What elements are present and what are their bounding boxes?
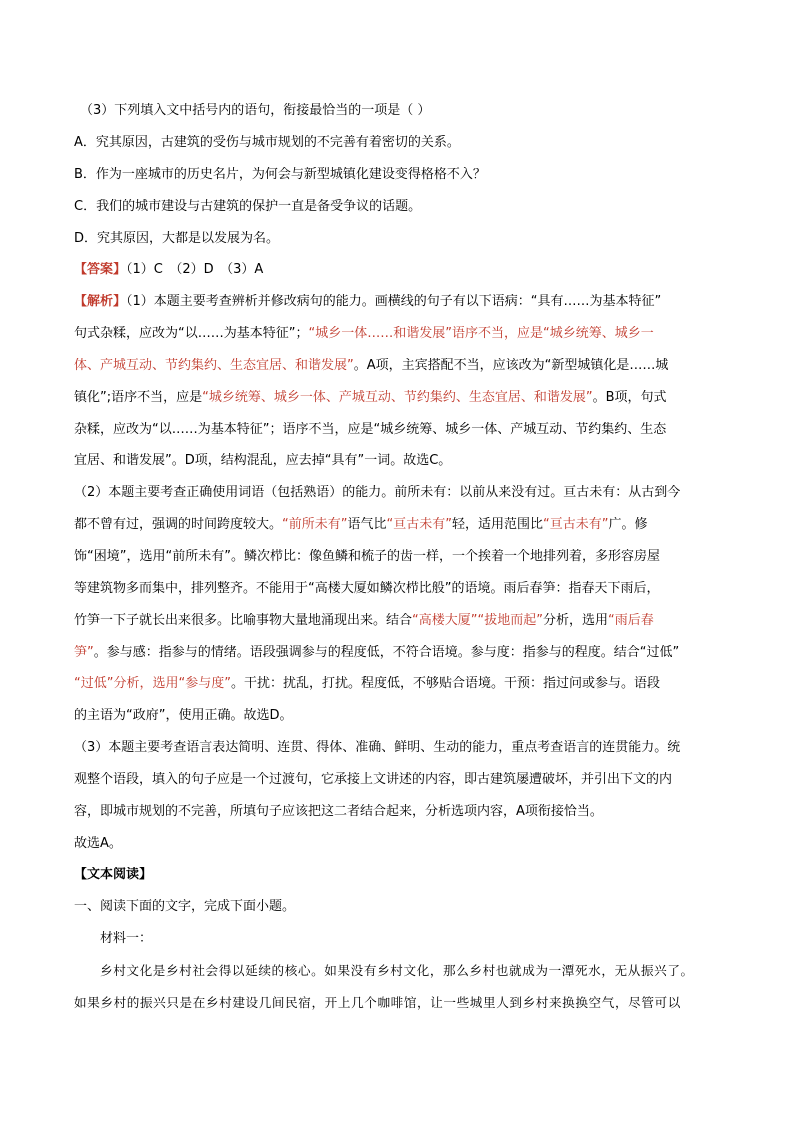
option-b: B．作为一座城市的历史名片，为何会与新型城镇化建设变得格格不入？ [74, 167, 486, 182]
analysis-line-2: 句式杂糅，应改为“以……为基本特征”；“城乡一体……和谐发展”语序不当，应是“城乡统筹、城乡一 [74, 326, 654, 341]
option-d: D．究其原因，大都是以发展为名。 [74, 231, 280, 246]
material-line-2: 如果乡村的振兴只是在乡村建设几间民宿，开上几个咖啡馆，让一些城里人到乡村来换换空气，尽管可以 [74, 995, 681, 1010]
section-title: 【文本阅读】 [74, 867, 153, 882]
analysis-p3-line-2: 观整个语段，填入的句子应是一个过渡句，它承接上文讲述的内容，即古建筑屡遭破坏，并引出下文的内 [74, 772, 673, 787]
analysis-line-6: 宜居、和谐发展”。D项，结构混乱，应去掉“具有”一词。故选C。 [74, 453, 452, 468]
analysis-line-5: 杂糅，应改为“以……为基本特征”；语序不当，应是“城乡统筹、城乡一体、产城互动、节约集约、生态 [74, 422, 667, 437]
analysis-p2-line-3: 饰“困境”，选用“前所未有”。鳞次栉比：像鱼鳞和梳子的齿一样，一个挨着一个地排列着，多形容房屋 [74, 549, 660, 564]
analysis-p2-line-8: 的主语为“政府”，使用正确。故选D。 [74, 708, 293, 723]
analysis-p3-line-4: 故选A。 [74, 836, 122, 851]
analysis-line-3: 体、产城互动、节约集约、生态宜居、和谐发展”。A项，主宾搭配不当，应该改为“新型城镇化是……城 [74, 358, 669, 373]
answer-label: 【答案】 [74, 262, 127, 277]
analysis-p2-line-6: 笋”。参与感：指参与的情绪。语段强调参与的程度低，不符合语境。参与度：指参与的程度。结合“过低” [74, 645, 680, 660]
material-line-1: 乡村文化是乡村社会得以延续的核心。如果没有乡村文化，那么乡村也就成为一潭死水，无从振兴了。 [100, 963, 694, 978]
analysis-p2-line-4: 等建筑物多而集中，排列整齐。不能用于“高楼大厦如鳞次栉比般”的语境。雨后春笋：指春天下雨后， [74, 581, 660, 596]
analysis-p2-line-5: 竹笋一下子就长出来很多。比喻事物大量地涌现出来。结合“高楼大厦”“拔地而起”分析，选用“雨后春 [74, 613, 654, 628]
section-instruction: 一、阅读下面的文字，完成下面小题。 [74, 899, 296, 914]
analysis-p2-line-1: （2）本题主要考查正确使用词语（包括熟语）的能力。前所未有：以前从来没有过。亘古未有：从古到今 [74, 485, 681, 500]
answer-line [74, 262, 734, 278]
answer-text: （1）C （2）D （3）A [126, 262, 264, 277]
analysis-p3-line-3: 容，即城市规划的不完善，所填句子应该把这二者结合起来，分析选项内容，A项衔接恰当。 [74, 804, 603, 819]
analysis-line-1: 【解析】（1）本题主要考查辨析并修改病句的能力。画横线的句子有以下语病：“具有……为基本特征” [74, 294, 662, 309]
option-a: A．究其原因，古建筑的受伤与城市规划的不完善有着密切的关系。 [74, 135, 460, 150]
analysis-p3-line-1: （3）本题主要考查语言表达简明、连贯、得体、准确、鲜明、生动的能力，重点考查语言的连贯能力。统 [74, 740, 681, 755]
analysis-label: 【解析】 [74, 294, 127, 309]
option-c: C．我们的城市建设与古建筑的保护一直是备受争议的话题。 [74, 199, 422, 214]
analysis-line-4: 镇化”;语序不当，应是“城乡统筹、城乡一体、产城互动、节约集约、生态宜居、和谐发展”。B项，句式 [74, 390, 667, 405]
analysis-p2-line-7: “过低”分析，选用“参与度”。干扰：扰乱，打扰。程度低，不够贴合语境。干预：指过问或参与。语段 [74, 676, 660, 691]
material-label: 材料一： [100, 931, 153, 946]
question-3-stem: （3）下列填入文中括号内的语句，衔接最恰当的一项是（ ） [80, 103, 431, 118]
analysis-p2-line-2: 都不曾有过，强调的时间跨度较大。“前所未有”语气比“亘古未有”轻，适用范围比“亘古未有”广。修 [74, 517, 648, 532]
